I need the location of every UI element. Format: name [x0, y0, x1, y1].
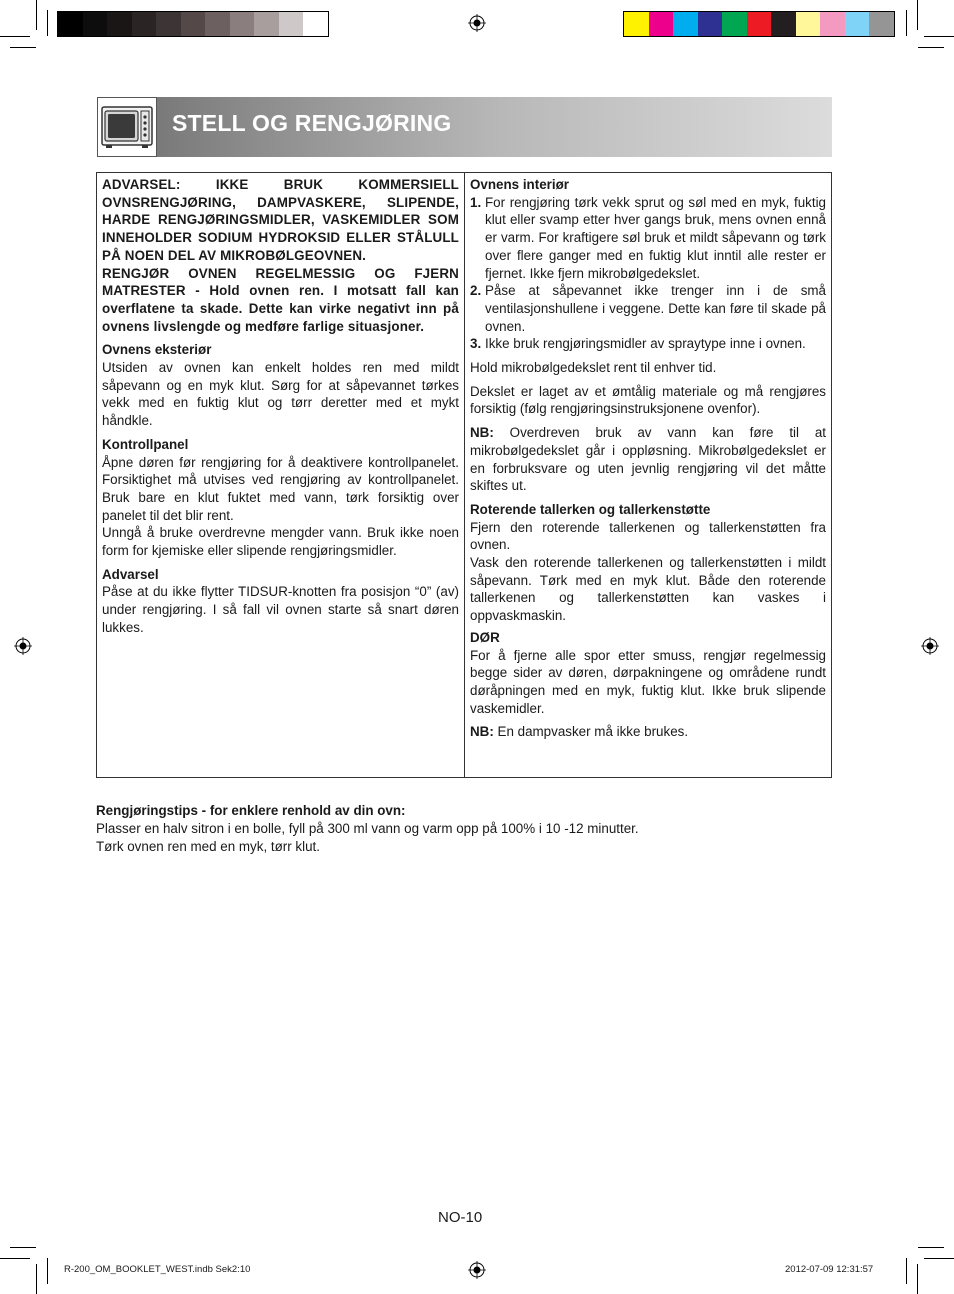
registration-mark-icon [468, 1261, 486, 1279]
crop-mark [10, 1247, 36, 1248]
note-label: NB: [470, 724, 494, 740]
body-text: Utsiden av ovnen kan enkelt holdes ren med mildt såpevann og en myk klut. Sørg for at såpevannet tørkes vekk med en fuktig klut og tørr deretter med et mykt håndkle. [102, 360, 459, 429]
color-swatch [58, 12, 83, 36]
registration-mark-icon [14, 637, 32, 655]
crop-mark [917, 1264, 918, 1294]
color-swatch [845, 12, 870, 36]
list-text: Ikke bruk rengjøringsmidler av spraytype inne i ovnen. [485, 336, 806, 352]
microwave-icon [98, 98, 156, 156]
body-text: Unngå å bruke overdrevne mengder vann. Bruk ikke noen form for kjemiske eller slipende rengjøringsmidler. [102, 525, 459, 559]
section-heading: Roterende tallerken og tallerkenstøtte [470, 501, 711, 517]
body-text: Påse at du ikke flytter TIDSUR-knotten fra posisjon “0” (av) under rengjøring. I så fall vil ovnen starte så snart døren lukkes. [102, 584, 459, 635]
note-body: Overdreven bruk av vann kan føre til at mikrobølgedekslet går i oppløsning. Mikrobølgedekslet er en forbruksvare og uten jevnlig rengjøring vil det måtte skiftes ut. [470, 425, 826, 494]
crop-mark [47, 10, 48, 36]
crop-mark [906, 1258, 907, 1284]
numbered-list [470, 194, 826, 353]
section-heading: DØR [470, 629, 500, 645]
crop-mark [0, 1258, 30, 1259]
list-number: 2. [470, 283, 482, 299]
tips-text: Tørk ovnen ren med en myk, tørr klut. [96, 839, 320, 854]
crop-mark [10, 47, 36, 48]
color-swatch [107, 12, 132, 36]
column-divider [464, 172, 465, 778]
page-number: NO-10 [438, 1209, 483, 1226]
body-text: Åpne døren før rengjøring for å deaktivere kontrollpanelet. Forsiktighet må utvises ved rengjøring av kontrollpanelet. Bruk bare en klut fuktet med vann, tørk forsiktig over panelet til det blir rent. [102, 454, 459, 523]
section-heading: Kontrollpanel [102, 436, 189, 452]
note-body: En dampvasker må ikke brukes. [493, 724, 689, 740]
right-column [470, 176, 826, 741]
crop-mark [924, 36, 954, 37]
section-heading: Advarsel [102, 566, 159, 582]
footer-file-info: R-200_OM_BOOKLET_WEST.indb Sek2:10 [64, 1264, 251, 1275]
tips-heading: Rengjøringstips - for enklere renhold av din ovn: [96, 803, 406, 818]
color-swatch [747, 12, 772, 36]
color-swatch [649, 12, 674, 36]
note-text [470, 424, 826, 495]
body-text: Dekslet er laget av et ømtålig materiale og må rengjøres forsiktig (følg rengjøringsinstruksjonene ovenfor). [470, 383, 826, 417]
body-text: For å fjerne alle spor etter smuss, rengjør regelmessig begge sider av døren, dørpakningene og områdene rundt døråpningen med en myk, fuktig klut. Ikke bruk slipende vaskemidler. [470, 647, 826, 716]
note-text [470, 723, 826, 741]
note-label: NB: [470, 425, 494, 441]
warning-text: RENGJØR OVNEN REGELMESSIG OG FJERN MATRESTER - Hold ovnen ren. I motsatt fall kan overflatene ta skade. Dette kan virke negativt inn på ovnens livslengde og medføre farlige situasjoner. [102, 265, 459, 334]
body-text: Fjern den roterende tallerkenen og tallerkenstøtten fra ovnen. [470, 519, 826, 553]
color-swatch [156, 12, 181, 36]
crop-mark [36, 1264, 37, 1294]
color-swatch [722, 12, 747, 36]
color-swatch [279, 12, 304, 36]
color-swatch [205, 12, 230, 36]
crop-mark [0, 36, 30, 37]
color-swatch [303, 12, 328, 36]
color-swatch [796, 12, 821, 36]
gray-calibration-bar [57, 11, 329, 37]
footer-timestamp: 2012-07-09 12:31:57 [785, 1264, 874, 1275]
page-title: STELL OG RENGJØRING [172, 110, 452, 136]
color-swatch [230, 12, 255, 36]
list-item [470, 282, 826, 335]
warning-text: ADVARSEL: IKKE BRUK KOMMERSIELL OVNSRENGJØRING, DAMPVASKERE, SLIPENDE, HARDE RENGJØRINGSMIDLER, VASKEMIDLER SOM INNEHOLDER SODIUM HYDROKSID ELLER STÅLULL PÅ NOEN DEL AV MIKROBØLGEOVNEN. [102, 177, 459, 263]
crop-mark [36, 0, 37, 30]
color-swatch [820, 12, 845, 36]
body-text: Vask den roterende tallerkenen og tallerkenstøtten i mildt såpevann. Tørk med en myk klut. Både den roterende tallerkenen og tallerkenstøtten kan vaskes i oppvaskmaskin. [470, 555, 826, 624]
cleaning-tips [96, 802, 836, 856]
color-swatch [181, 12, 206, 36]
list-number: 1. [470, 194, 482, 210]
color-swatch [83, 12, 108, 36]
crop-mark [918, 47, 944, 48]
registration-mark-icon [468, 14, 486, 32]
left-column [102, 176, 459, 637]
color-swatch [673, 12, 698, 36]
crop-mark [918, 1247, 944, 1248]
color-swatch [698, 12, 723, 36]
registration-mark-icon [921, 637, 939, 655]
color-swatch [624, 12, 649, 36]
color-swatch [771, 12, 796, 36]
crop-mark [924, 1258, 954, 1259]
section-heading: Ovnens eksteriør [102, 342, 212, 358]
color-swatch [254, 12, 279, 36]
color-calibration-bar [623, 11, 895, 37]
crop-mark [917, 0, 918, 30]
list-text: Påse at såpevannet ikke trenger inn i de små ventilasjonshullene i veggene. Dette kan føre til skade på ovnen. [485, 283, 826, 334]
list-item [470, 194, 826, 283]
crop-mark [906, 10, 907, 36]
section-heading: Ovnens interiør [470, 177, 569, 192]
tips-text: Plasser en halv sitron i en bolle, fyll på 300 ml vann og varm opp på 100% i 10 -12 minutter. [96, 821, 639, 836]
header-icon-box [97, 97, 157, 157]
crop-mark [47, 1258, 48, 1284]
body-text: Hold mikrobølgedekslet rent til enhver tid. [470, 360, 717, 376]
list-number: 3. [470, 336, 482, 352]
list-text: For rengjøring tørk vekk sprut og søl med en myk, fuktig klut eller svamp etter hver gangs bruk, mens ovnen ennå er varm. For kraftigere søl bruk et mildt såpevann og tørk over flere ganger med en fuktig klut inntil alle rester er fjernet. Ikke fjern mikrobølgedekslet. [485, 194, 826, 281]
color-swatch [869, 12, 894, 36]
color-swatch [132, 12, 157, 36]
list-item [470, 335, 826, 353]
